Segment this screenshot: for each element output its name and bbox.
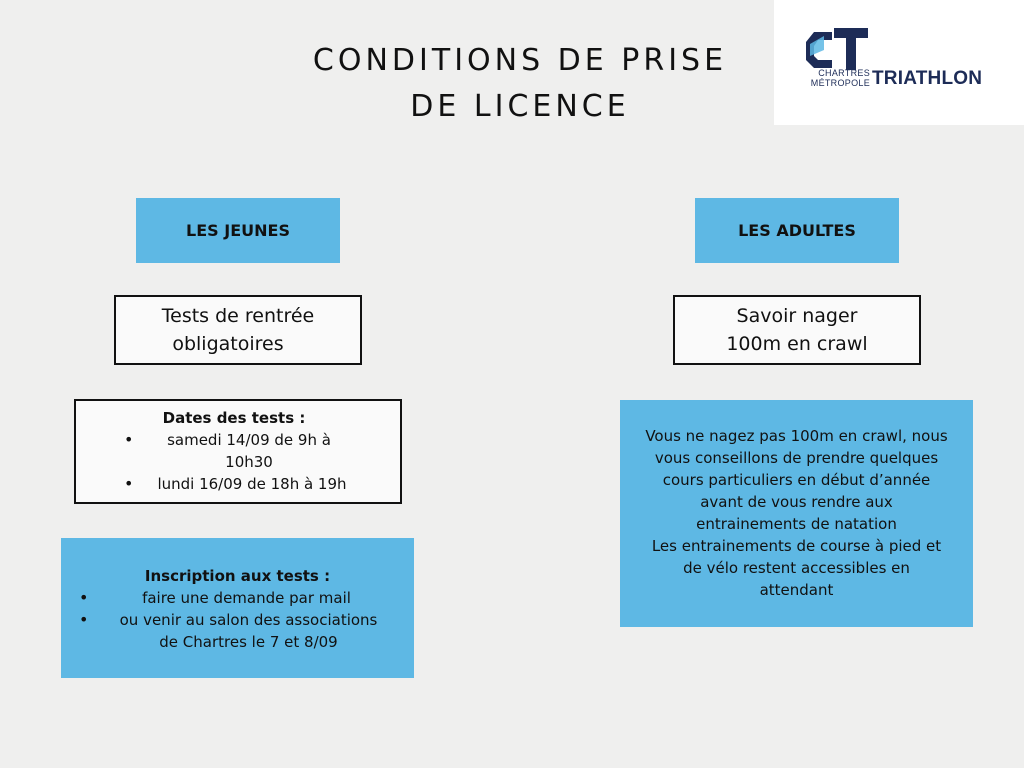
bullet-icon: •	[79, 588, 89, 607]
info-line: de vélo restent accessibles en	[683, 559, 910, 577]
adultes-tag: LES ADULTES	[695, 198, 899, 263]
logo-city-text	[810, 68, 870, 88]
inscription-heading: Inscription aux tests :	[144, 567, 331, 585]
info-line: Vous ne nagez pas 100m en crawl, nous	[645, 427, 948, 445]
page-title-line-2: DE LICENCE	[410, 89, 630, 124]
bullet-icon: •	[79, 610, 89, 629]
jeunes-requirement-line-1: Tests de rentrée	[161, 305, 315, 327]
bullet-icon: •	[124, 430, 134, 449]
inscription-list	[61, 587, 414, 653]
info-line: cours particuliers en début d’année	[662, 471, 931, 489]
info-line: entrainements de natation	[696, 515, 897, 533]
jeunes-requirement-line-2: obligatoires	[172, 333, 284, 355]
dates-list	[76, 429, 400, 495]
info-line: Les entrainements de course à pied et	[651, 537, 942, 555]
date-line: samedi 14/09 de 9h à	[167, 431, 331, 449]
list-item	[61, 587, 414, 609]
info-line: vous conseillons de prendre quelques	[654, 449, 939, 467]
date-line: 10h30	[225, 453, 273, 471]
page-title	[240, 38, 800, 130]
jeunes-dates-box	[74, 399, 402, 504]
inscription-box	[61, 538, 414, 678]
list-item	[61, 609, 414, 653]
club-logo	[774, 0, 1024, 125]
bullet-icon: •	[124, 474, 134, 493]
adultes-requirement-box	[673, 295, 921, 365]
dates-heading: Dates des tests :	[162, 409, 306, 427]
logo-city-line-1: CHARTRES	[818, 68, 870, 78]
logo-city-line-2: MÉTROPOLE	[810, 78, 870, 88]
inscription-line: de Chartres le 7 et 8/09	[159, 633, 338, 651]
jeunes-requirement-box	[114, 295, 362, 365]
date-line: lundi 16/09 de 18h à 19h	[157, 475, 347, 493]
adultes-info-box	[620, 400, 973, 627]
adultes-requirement-line-1: Savoir nager	[736, 305, 858, 327]
list-item	[76, 473, 400, 495]
adultes-requirement-line-2: 100m en crawl	[726, 333, 868, 355]
info-line: attendant	[759, 581, 834, 599]
inscription-line: faire une demande par mail	[142, 589, 351, 607]
info-line: avant de vous rendre aux	[700, 493, 893, 511]
page-title-line-1: CONDITIONS DE PRISE	[312, 43, 728, 78]
jeunes-tag: LES JEUNES	[136, 198, 340, 263]
inscription-line: ou venir au salon des associations	[119, 611, 378, 629]
logo-brand-text: TRIATHLON	[872, 68, 983, 89]
triathlon-logo-icon	[802, 26, 872, 74]
list-item	[76, 429, 400, 473]
